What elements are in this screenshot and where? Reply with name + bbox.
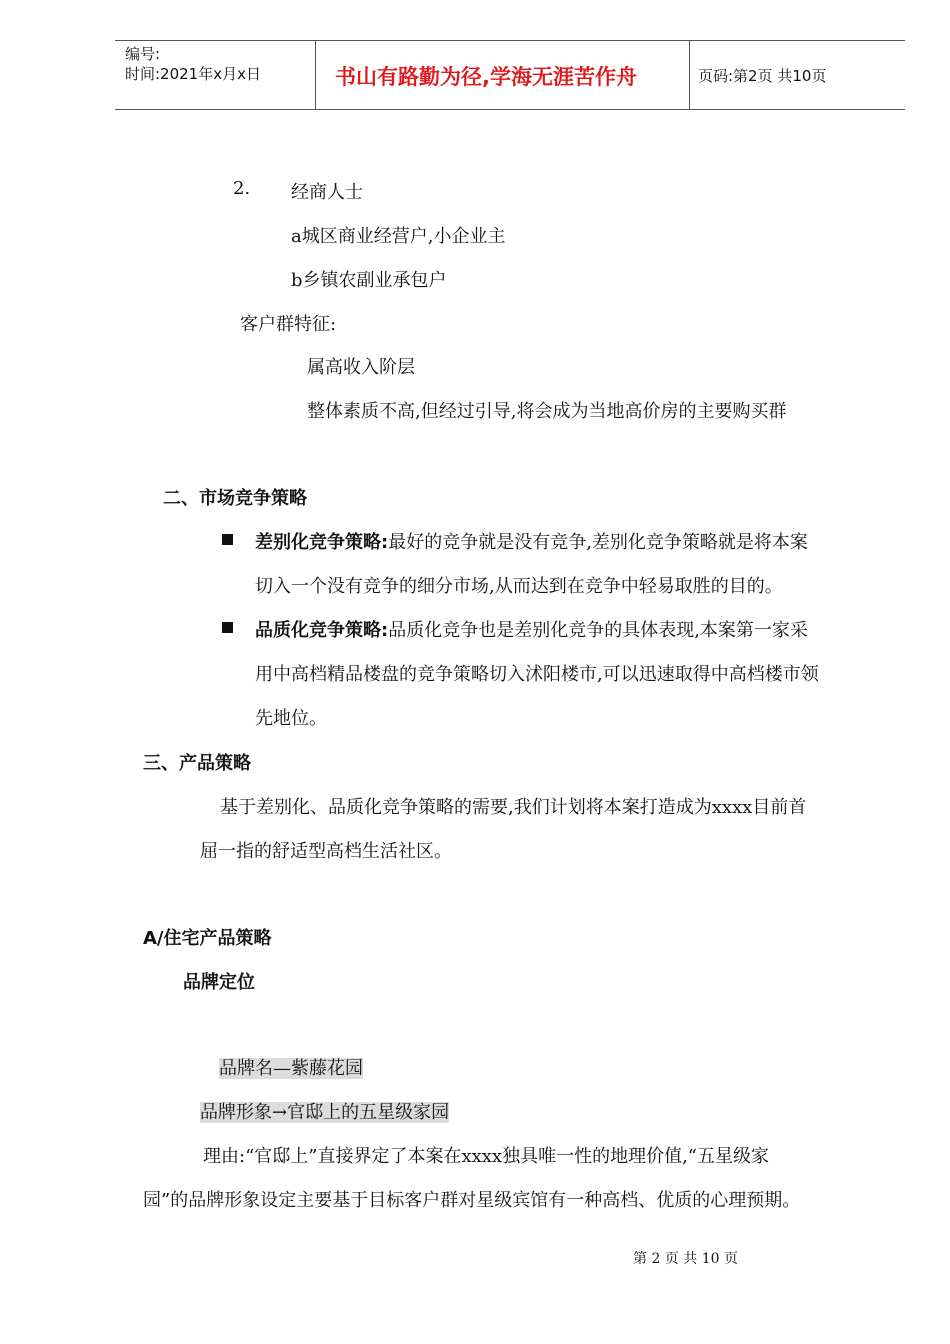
bullet2-bold: 品质化竞争策略: [255,620,389,641]
list-item-number: 2. [233,178,251,199]
bullet1-line2: 切入一个没有竞争的细分市场,从而达到在竞争中轻易取胜的目的。 [255,576,783,597]
header-divider-left [315,41,316,109]
sectionA-heading: A/住宅产品策略 [143,928,272,949]
bullet1-bold: 差别化竞争策略: [255,532,389,553]
reason-line1: 理由:“官邸上”直接界定了本案在xxxx独具唯一性的地理价值,“五星级家 [203,1146,769,1167]
bullet1-text: 最好的竞争就是没有竞争,差别化竞争策略就是将本案 [388,532,808,553]
header-divider-right [689,41,690,109]
brand-image [200,1098,449,1124]
bullet1-line1 [255,528,808,554]
header-page-label: 页码:第2页 共10页 [698,67,827,85]
features-label: 客户群特征: [240,314,337,335]
brand-name-text: 品牌名—紫藤花园 [219,1058,363,1079]
footer-page-number: 第 2 页 共 10 页 [633,1251,738,1267]
section2-heading: 二、市场竞争策略 [163,488,307,509]
brand-name [219,1054,363,1080]
header-motto: 书山有路勤为径,学海无涯苦作舟 [335,65,637,89]
section3-heading: 三、产品策略 [143,753,251,774]
list-sub-a: a城区商业经营户,小企业主 [291,226,506,247]
list-sub-b: b乡镇农副业承包户 [291,270,447,291]
reason-line2: 园”的品牌形象设定主要基于目标客户群对星级宾馆有一种高档、优质的心理预期。 [143,1190,801,1211]
bullet2-line2: 用中高档精品楼盘的竞争策略切入沭阳楼市,可以迅速取得中高档楼市领 [255,664,819,685]
feature-1: 属高收入阶层 [307,357,415,378]
section3-para-line2: 屈一指的舒适型高档生活社区。 [200,841,452,862]
feature-2: 整体素质不高,但经过引导,将会成为当地高价房的主要购买群 [307,401,787,422]
header-number-label: 编号: [125,45,161,63]
bullet2-text: 品质化竞争也是差别化竞争的具体表现,本案第一家采 [388,620,808,641]
section3-para-line1: 基于差别化、品质化竞争策略的需要,我们计划将本案打造成为xxxx目前首 [220,797,807,818]
bullet-square-icon [222,622,233,633]
bullet-square-icon [222,534,233,545]
header-time-label: 时间:2021年x月x日 [125,65,261,83]
list-item-title: 经商人士 [291,182,363,203]
bullet2-line3: 先地位。 [255,708,327,729]
sectionA-subheading: 品牌定位 [183,972,255,993]
brand-image-text: 品牌形象→官邸上的五星级家园 [200,1102,450,1123]
bullet2-line1 [255,616,808,642]
